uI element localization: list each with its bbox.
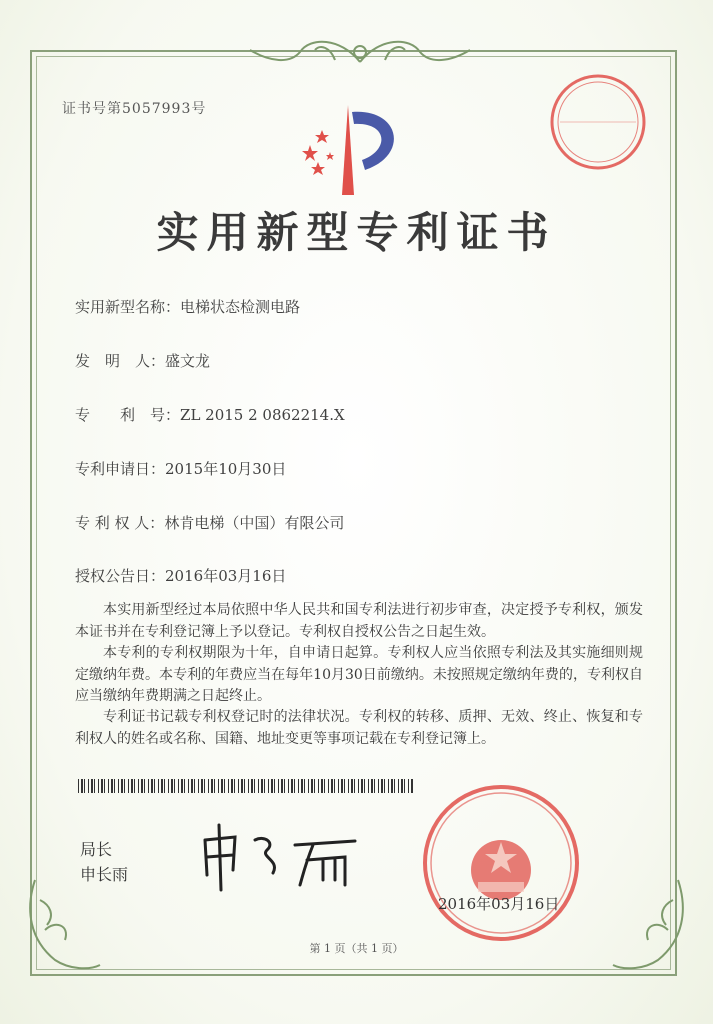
field-value: 林肯电梯（中国）有限公司: [164, 514, 345, 532]
signatory-name: 申长雨: [80, 865, 129, 884]
bottom-left-ornament: [15, 870, 105, 990]
paragraph-grant-statement: 本实用新型经过本局依照中华人民共和国专利法进行初步审查，决定授予专利权，颁发本证书并在专利登记簿上予以登记。专利权自授权公告之日起生效。: [75, 602, 643, 640]
field-label: 实用新型名称：: [75, 298, 181, 316]
field-patentee: [75, 512, 344, 533]
signatory-title: 局长: [80, 840, 113, 859]
field-utility-model-name: [75, 296, 300, 317]
field-label: 专利申请日：: [75, 460, 166, 478]
agent-tax-stamp: [548, 72, 648, 172]
field-value: 2016年03月16日: [165, 567, 287, 585]
field-label: 发 明 人：: [75, 352, 166, 370]
certificate-title: 实用新型专利证书: [156, 208, 557, 257]
field-value: 电梯状态检测电路: [180, 298, 301, 316]
handwritten-signature: [195, 815, 365, 895]
patent-office-logo: [290, 100, 420, 200]
field-label: 授权公告日：: [75, 567, 166, 585]
issue-date: 2016年03月16日: [438, 895, 560, 913]
field-value: 盛文龙: [165, 352, 211, 370]
field-grant-date: [75, 565, 286, 586]
field-label: 专 利 权 人：: [75, 514, 165, 532]
official-seal: [420, 782, 582, 944]
field-inventor: [75, 350, 210, 371]
barcode: [78, 779, 413, 793]
field-application-date: [75, 458, 286, 479]
page-number: 第 1 页（共 1 页）: [309, 942, 404, 955]
bottom-right-ornament: [608, 870, 698, 990]
certificate-number: 证书号第5057993号: [62, 101, 207, 117]
field-value: 2015年10月30日: [165, 460, 287, 478]
field-label: 专 利 号：: [75, 406, 181, 424]
paragraph-legal-status: 专利证书记载专利权登记时的法律状况。专利权的转移、质押、无效、终止、恢复和专利权人的姓名或名称、国籍、地址变更等事项记载在专利登记簿上。: [75, 709, 643, 747]
field-value: ZL 2015 2 0862214.X: [180, 406, 345, 424]
top-ornament: [230, 32, 490, 72]
field-patent-number: [75, 404, 345, 425]
paragraph-term-statement: 本专利的专利权期限为十年，自申请日起算。专利权人应当依照专利法及其实施细则规定缴纳年费。本专利的年费应当在每年10月30日前缴纳。未按照规定缴纳年费的，专利权自应当缴纳年费期满之日起终止。: [75, 645, 643, 704]
